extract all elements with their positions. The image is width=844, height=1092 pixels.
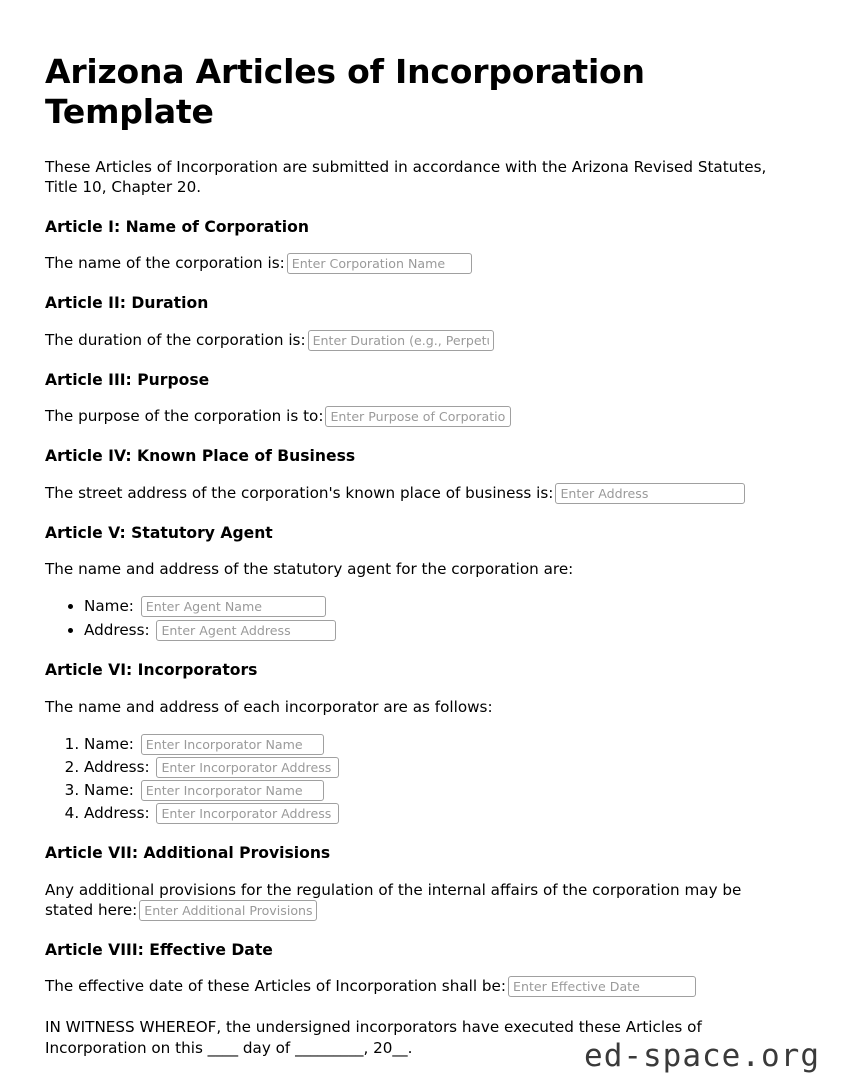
- incorporator-2-name-input[interactable]: [141, 780, 324, 801]
- incorporator-1-name-input[interactable]: [141, 734, 324, 755]
- article-ii-label: The duration of the corporation is:: [45, 330, 306, 349]
- list-item: [84, 733, 790, 755]
- agent-name-label: Name:: [84, 597, 134, 616]
- document-content: [45, 52, 790, 1078]
- purpose-input[interactable]: [325, 406, 511, 427]
- article-i-heading: Article I: Name of Corporation: [45, 217, 309, 236]
- article-ii-heading: Article II: Duration: [45, 294, 209, 313]
- article-vii-heading: Article VII: Additional Provisions: [45, 844, 331, 863]
- incorporator-1-name-label: Name:: [84, 735, 134, 754]
- incorporator-1-address-input[interactable]: [156, 757, 339, 778]
- article-viii-heading: Article VIII: Effective Date: [45, 940, 273, 959]
- incorporator-2-address-label: Address:: [84, 804, 150, 823]
- article-iii-field-row: [45, 406, 790, 427]
- article-iii-label: The purpose of the corporation is to:: [45, 407, 324, 426]
- agent-address-input[interactable]: [156, 620, 336, 641]
- article-iv-field-row: [45, 483, 790, 504]
- agent-address-label: Address:: [84, 621, 150, 640]
- article-vii-label: Any additional provisions for the regulation of the internal affairs of the corporation may be stated here:: [45, 880, 742, 919]
- statutory-agent-list: [45, 595, 790, 641]
- list-item: [84, 779, 790, 801]
- page-title: Arizona Articles of Incorporation Template: [45, 52, 645, 131]
- incorporator-2-name-label: Name:: [84, 781, 134, 800]
- incorporators-list: [45, 733, 790, 824]
- additional-provisions-input[interactable]: [139, 900, 317, 921]
- article-vii-field-row: [45, 880, 790, 921]
- article-viii-label: The effective date of these Articles of Incorporation shall be:: [45, 977, 506, 996]
- article-iv-label: The street address of the corporation's known place of business is:: [45, 483, 554, 502]
- incorporator-2-address-input[interactable]: [156, 803, 339, 824]
- corporation-name-input[interactable]: [287, 253, 472, 274]
- article-iv-heading: Article IV: Known Place of Business: [45, 447, 356, 466]
- site-watermark: ed-space.org: [584, 1038, 820, 1074]
- effective-date-input[interactable]: [508, 976, 696, 997]
- intro-paragraph: These Articles of Incorporation are submitted in accordance with the Arizona Revised Statutes, Title 10, Chapter 20.: [45, 158, 767, 197]
- article-v-label: The name and address of the statutory agent for the corporation are:: [45, 560, 574, 579]
- duration-input[interactable]: [308, 330, 494, 351]
- article-v-heading: Article V: Statutory Agent: [45, 523, 273, 542]
- agent-name-input[interactable]: [141, 596, 326, 617]
- article-i-field-row: [45, 253, 790, 274]
- article-vi-heading: Article VI: Incorporators: [45, 661, 258, 680]
- known-place-address-input[interactable]: [555, 483, 745, 504]
- article-vi-label: The name and address of each incorporator are as follows:: [45, 697, 493, 716]
- list-item: [84, 802, 790, 824]
- incorporator-1-address-label: Address:: [84, 758, 150, 777]
- list-item: [84, 595, 790, 617]
- list-item: [84, 756, 790, 778]
- article-i-label: The name of the corporation is:: [45, 254, 285, 273]
- closing-paragraph: IN WITNESS WHEREOF, the undersigned incorporators have executed these Articles of Incorporation on this ____ day of _________, 20__.: [45, 1018, 702, 1057]
- article-iii-heading: Article III: Purpose: [45, 370, 210, 389]
- article-ii-field-row: [45, 330, 790, 351]
- article-viii-field-row: [45, 976, 790, 997]
- list-item: [84, 619, 790, 641]
